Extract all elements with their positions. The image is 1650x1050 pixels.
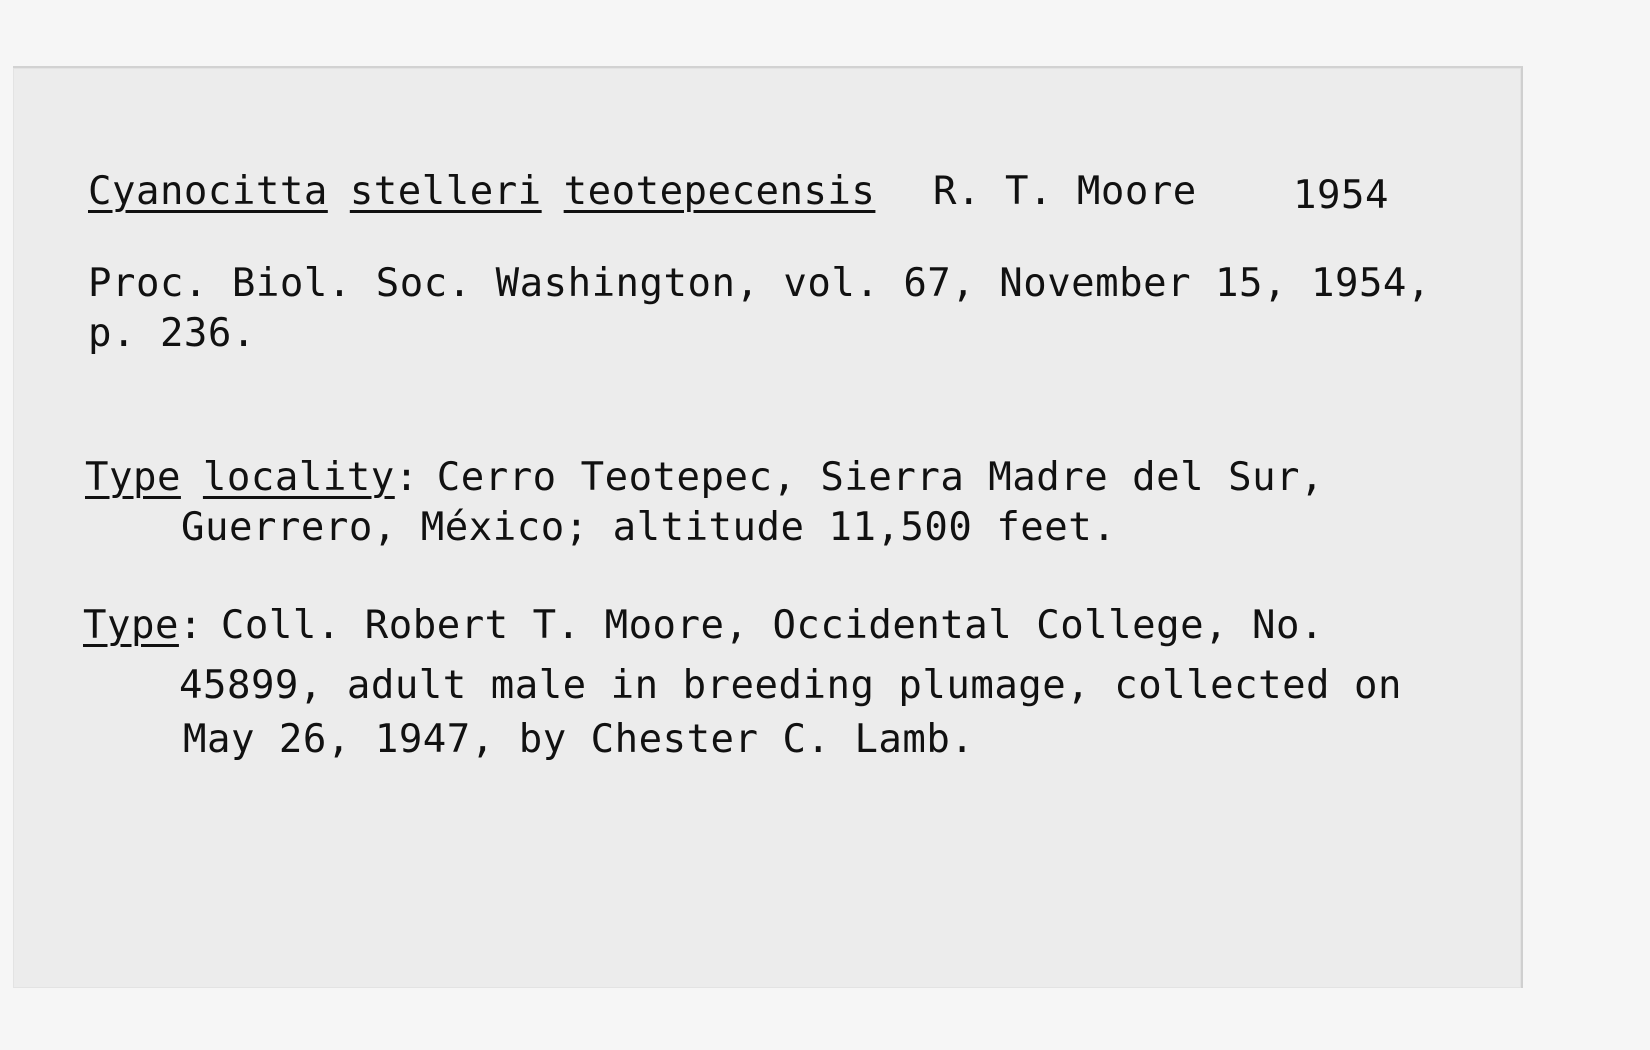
type-locality-label-word1: Type <box>85 455 181 500</box>
index-card <box>13 66 1523 988</box>
type-locality-label-word2: locality <box>202 455 395 500</box>
type-line-3: May 26, 1947, by Chester C. Lamb. <box>183 717 975 762</box>
subspecies-name: teotepecensis <box>563 169 876 214</box>
author: R. T. Moore <box>933 169 1197 214</box>
type-locality-line-1 <box>85 455 1325 500</box>
type-locality-line-2: Guerrero, México; altitude 11,500 feet. <box>181 505 1117 550</box>
species-name: stelleri <box>349 169 542 214</box>
genus-name: Cyanocitta <box>88 169 328 214</box>
type-line-2: 45899, adult male in breeding plumage, collected on <box>179 663 1402 708</box>
type-label: Type <box>83 603 179 648</box>
type-locality-separator: : <box>394 455 419 500</box>
type-line-1 <box>83 603 1324 648</box>
year: 1954 <box>1293 173 1389 218</box>
citation-line-1: Proc. Biol. Soc. Washington, vol. 67, November 15, 1954, <box>88 261 1431 306</box>
species-header <box>88 169 876 214</box>
type-text-1: Coll. Robert T. Moore, Occidental College, No. <box>220 603 1324 648</box>
citation-line-2: p. 236. <box>88 311 256 356</box>
type-locality-text-1: Cerro Teotepec, Sierra Madre del Sur, <box>436 455 1325 500</box>
type-separator: : <box>178 603 203 648</box>
